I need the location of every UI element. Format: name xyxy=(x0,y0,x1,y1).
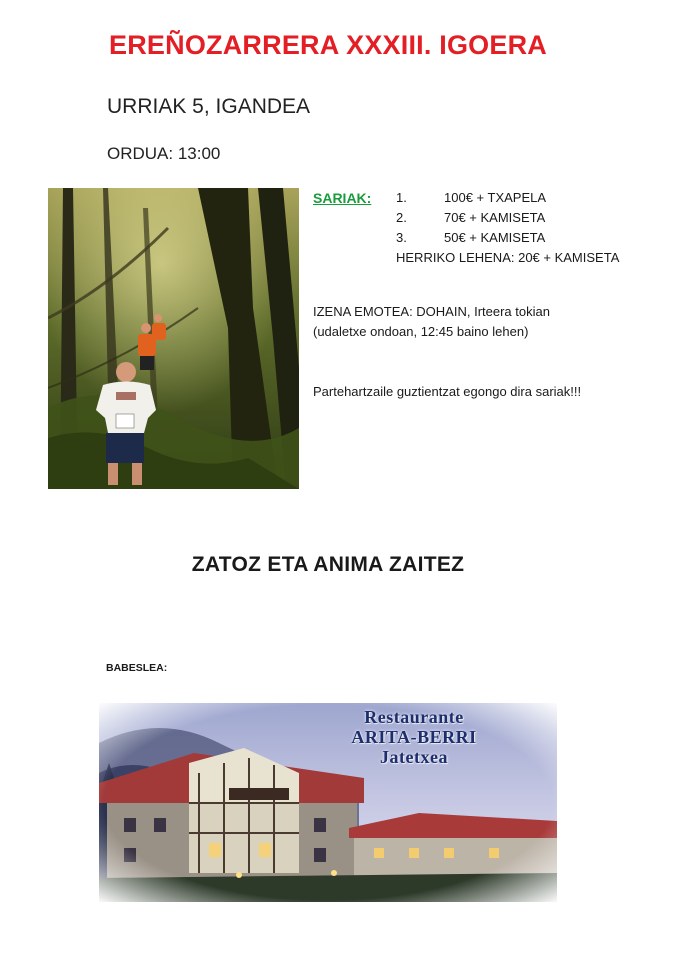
registration-line-1: IZENA EMOTEA: DOHAIN, Irteera tokian xyxy=(313,304,550,319)
runner-photo xyxy=(48,188,299,489)
prize-rank: 2. xyxy=(396,210,407,225)
prize-text: 50€ + KAMISETA xyxy=(444,230,546,245)
prize-rank: 1. xyxy=(396,190,407,205)
event-date: URRIAK 5, IGANDEA xyxy=(107,95,311,118)
sponsor-banner xyxy=(99,703,557,902)
registration-info xyxy=(313,302,663,342)
event-time: ORDUA: 13:00 xyxy=(107,144,221,163)
slogan: ZATOZ ETA ANIMA ZAITEZ xyxy=(191,553,465,576)
prize-text: 70€ + KAMISETA xyxy=(444,210,546,225)
sponsor-line-2: ARITA-BERRI xyxy=(351,727,477,747)
sponsor-name xyxy=(279,707,549,767)
prize-rank: 3. xyxy=(396,230,407,245)
participants-note: Partehartzaile guztientzat egongo dira sariak!!! xyxy=(313,384,582,399)
registration-line-2: (udaletxe ondoan, 12:45 baino lehen) xyxy=(313,324,529,339)
prize-text: 100€ + TXAPELA xyxy=(444,190,547,205)
event-title: EREÑOZARRERA XXXIII. IGOERA xyxy=(109,30,547,60)
local-first-prize: HERRIKO LEHENA: 20€ + KAMISETA xyxy=(396,250,620,265)
sponsor-line-3: Jatetxea xyxy=(380,747,448,767)
prizes-label: SARIAK: xyxy=(313,190,372,206)
sponsor-line-1: Restaurante xyxy=(364,707,464,727)
sponsor-label: BABESLEA: xyxy=(106,662,168,674)
